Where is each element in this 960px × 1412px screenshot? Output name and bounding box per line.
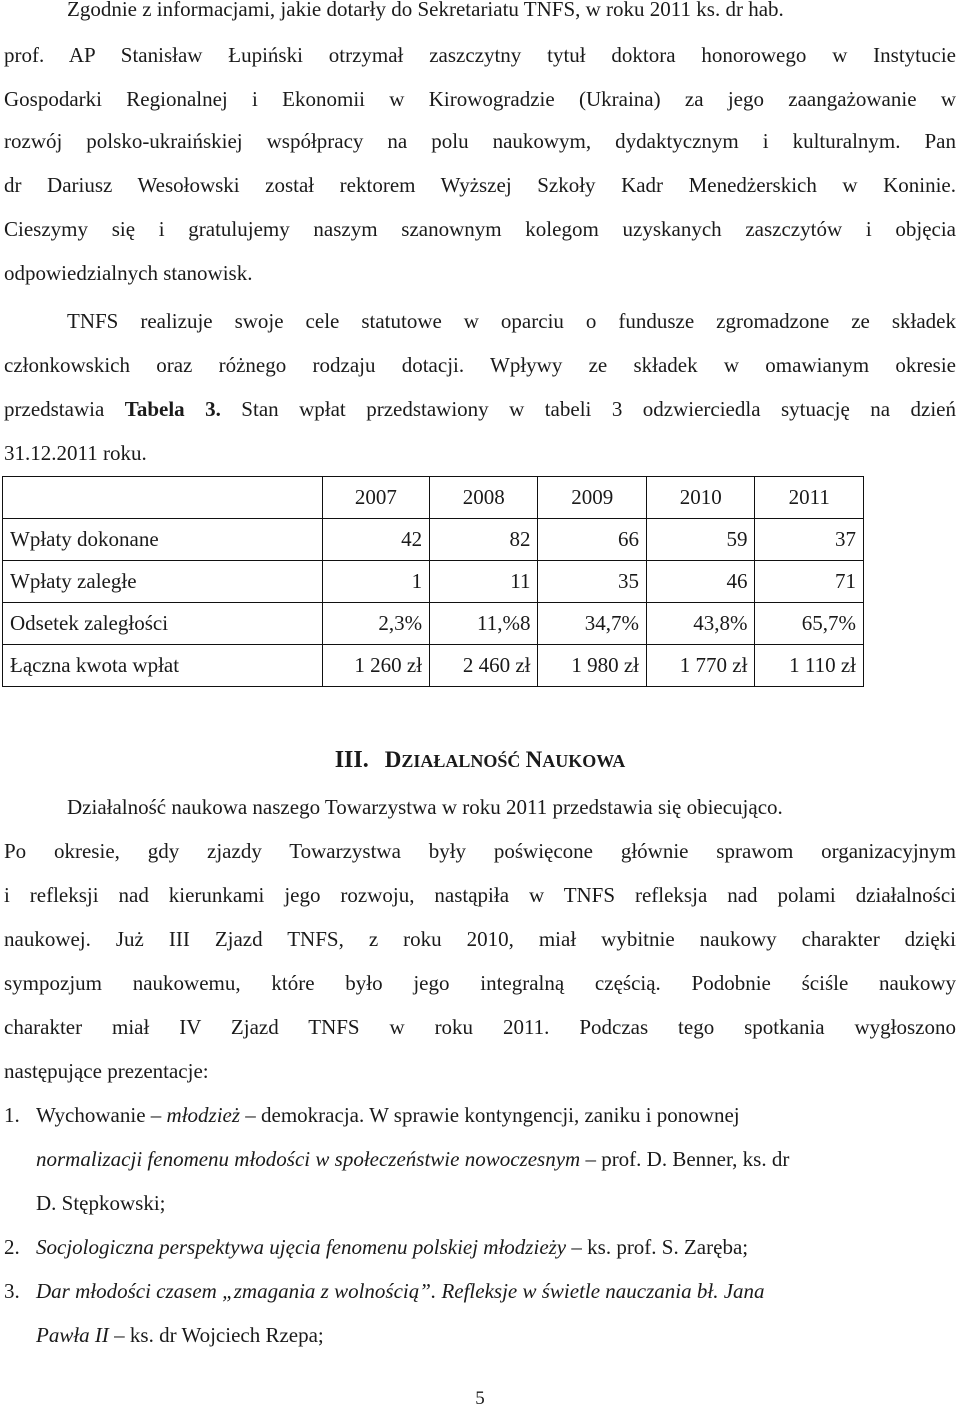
text-line: charakter miał IV Zjazd TNFS w roku 2011. Podczas tego spotkania wygłoszono: [4, 1015, 956, 1039]
table-cell: 66: [538, 519, 646, 561]
table-cell: 1 110 zł: [755, 645, 864, 687]
table-cell: 1 770 zł: [646, 645, 754, 687]
table-cell: 11,%8: [430, 603, 538, 645]
text-line: Działalność naukowa naszego Towarzystwa w roku 2011 przedstawia się obiecująco.: [67, 795, 783, 819]
table-row: [3, 561, 864, 603]
section-number: III.: [334, 747, 369, 773]
text-line: odpowiedzialnych stanowisk.: [4, 261, 253, 285]
row-label: Odsetek zaległości: [3, 603, 323, 645]
page-number: 5: [475, 1388, 485, 1409]
table-cell: 59: [646, 519, 754, 561]
list-number: 1.: [4, 1103, 20, 1127]
text-line: TNFS realizuje swoje cele statutowe w oparciu o fundusze zgromadzone ze składek: [67, 309, 956, 333]
text-line: członkowskich oraz różnego rodzaju dotacji. Wpływy ze składek w omawianym okresie: [4, 353, 956, 377]
table-cell: 2,3%: [322, 603, 429, 645]
text-line: Dar młodości czasem „zmagania z wolnością”. Refleksje w świetle nauczania bł. Jana: [36, 1279, 765, 1303]
text-line: Cieszymy się i gratulujemy naszym szanownym kolegom uzyskanych zaszczytów i objęcia: [4, 217, 956, 241]
text-line: i refleksji nad kierunkami jego rozwoju, nastąpiła w TNFS refleksja nad polami działalności: [4, 883, 956, 907]
table-row: [3, 519, 864, 561]
year-header: 2011: [755, 477, 864, 519]
table-cell: 82: [430, 519, 538, 561]
table-cell: 2 460 zł: [430, 645, 538, 687]
table-cell: 1 980 zł: [538, 645, 646, 687]
membership-fees-table: [2, 476, 864, 687]
row-label: Wpłaty zaległe: [3, 561, 323, 603]
text-line: normalizacji fenomenu młodości w społeczeństwie nowoczesnym – prof. D. Benner, ks. dr: [36, 1147, 790, 1171]
text-line: następujące prezentacje:: [4, 1059, 209, 1083]
text-line: D. Stępkowski;: [36, 1191, 166, 1215]
row-label: Wpłaty dokonane: [3, 519, 323, 561]
table-cell: 43,8%: [646, 603, 754, 645]
text-line: rozwój polsko-ukraińskiej współpracy na polu naukowym, dydaktycznym i kulturalnym. Pan: [4, 129, 956, 153]
table-row: [3, 645, 864, 687]
table-cell: 46: [646, 561, 754, 603]
text-line: naukowej. Już III Zjazd TNFS, z roku 2010, miał wybitnie naukowy charakter dzięki: [4, 927, 956, 951]
text-line: dr Dariusz Wesołowski został rektorem Wyższej Szkoły Kadr Menedżerskich w Koninie.: [4, 173, 956, 197]
table-cell: 71: [755, 561, 864, 603]
text-line: Zgodnie z informacjami, jakie dotarły do Sekretariatu TNFS, w roku 2011 ks. dr hab.: [67, 0, 784, 21]
year-header: 2008: [430, 477, 538, 519]
text-line: przedstawia Tabela 3. Stan wpłat przedstawiony w tabeli 3 odzwierciedla sytuację na dzień: [4, 397, 956, 421]
text-line: Po okresie, gdy zjazdy Towarzystwa były poświęcone głównie sprawom organizacyjnym: [4, 839, 956, 863]
text-line: prof. AP Stanisław Łupiński otrzymał zaszczytny tytuł doktora honorowego w Instytucie: [4, 43, 956, 67]
table-corner-cell: [3, 477, 323, 519]
text-line: Pawła II – ks. dr Wojciech Rzepa;: [36, 1323, 324, 1347]
year-header: 2009: [538, 477, 646, 519]
table-cell: 37: [755, 519, 864, 561]
table-cell: 34,7%: [538, 603, 646, 645]
row-label: Łączna kwota wpłat: [3, 645, 323, 687]
table-cell: 42: [322, 519, 429, 561]
list-number: 2.: [4, 1235, 20, 1259]
text-line: Gospodarki Regionalnej i Ekonomii w Kirowogradzie (Ukraina) za jego zaangażowanie w: [4, 87, 956, 111]
section-heading: III. DZIAŁALNOŚĆ NAUKOWA: [334, 747, 626, 773]
table-cell: 35: [538, 561, 646, 603]
table-cell: 11: [430, 561, 538, 603]
table-header-row: [3, 477, 864, 519]
table-row: [3, 603, 864, 645]
list-number: 3.: [4, 1279, 20, 1303]
table-reference: Tabela 3.: [124, 397, 221, 421]
table-cell: 1: [322, 561, 429, 603]
text-line: sympozjum naukowemu, które było jego integralną częścią. Podobnie ściśle naukowy: [4, 971, 956, 995]
text-line: Wychowanie – młodzież – demokracja. W sprawie kontyngencji, zaniku i ponownej: [36, 1103, 740, 1127]
text-line: 31.12.2011 roku.: [4, 441, 147, 465]
table-cell: 65,7%: [755, 603, 864, 645]
text-line: Socjologiczna perspektywa ujęcia fenomenu polskiej młodzieży – ks. prof. S. Zaręba;: [36, 1235, 749, 1259]
year-header: 2010: [646, 477, 754, 519]
table-cell: 1 260 zł: [322, 645, 429, 687]
year-header: 2007: [322, 477, 429, 519]
